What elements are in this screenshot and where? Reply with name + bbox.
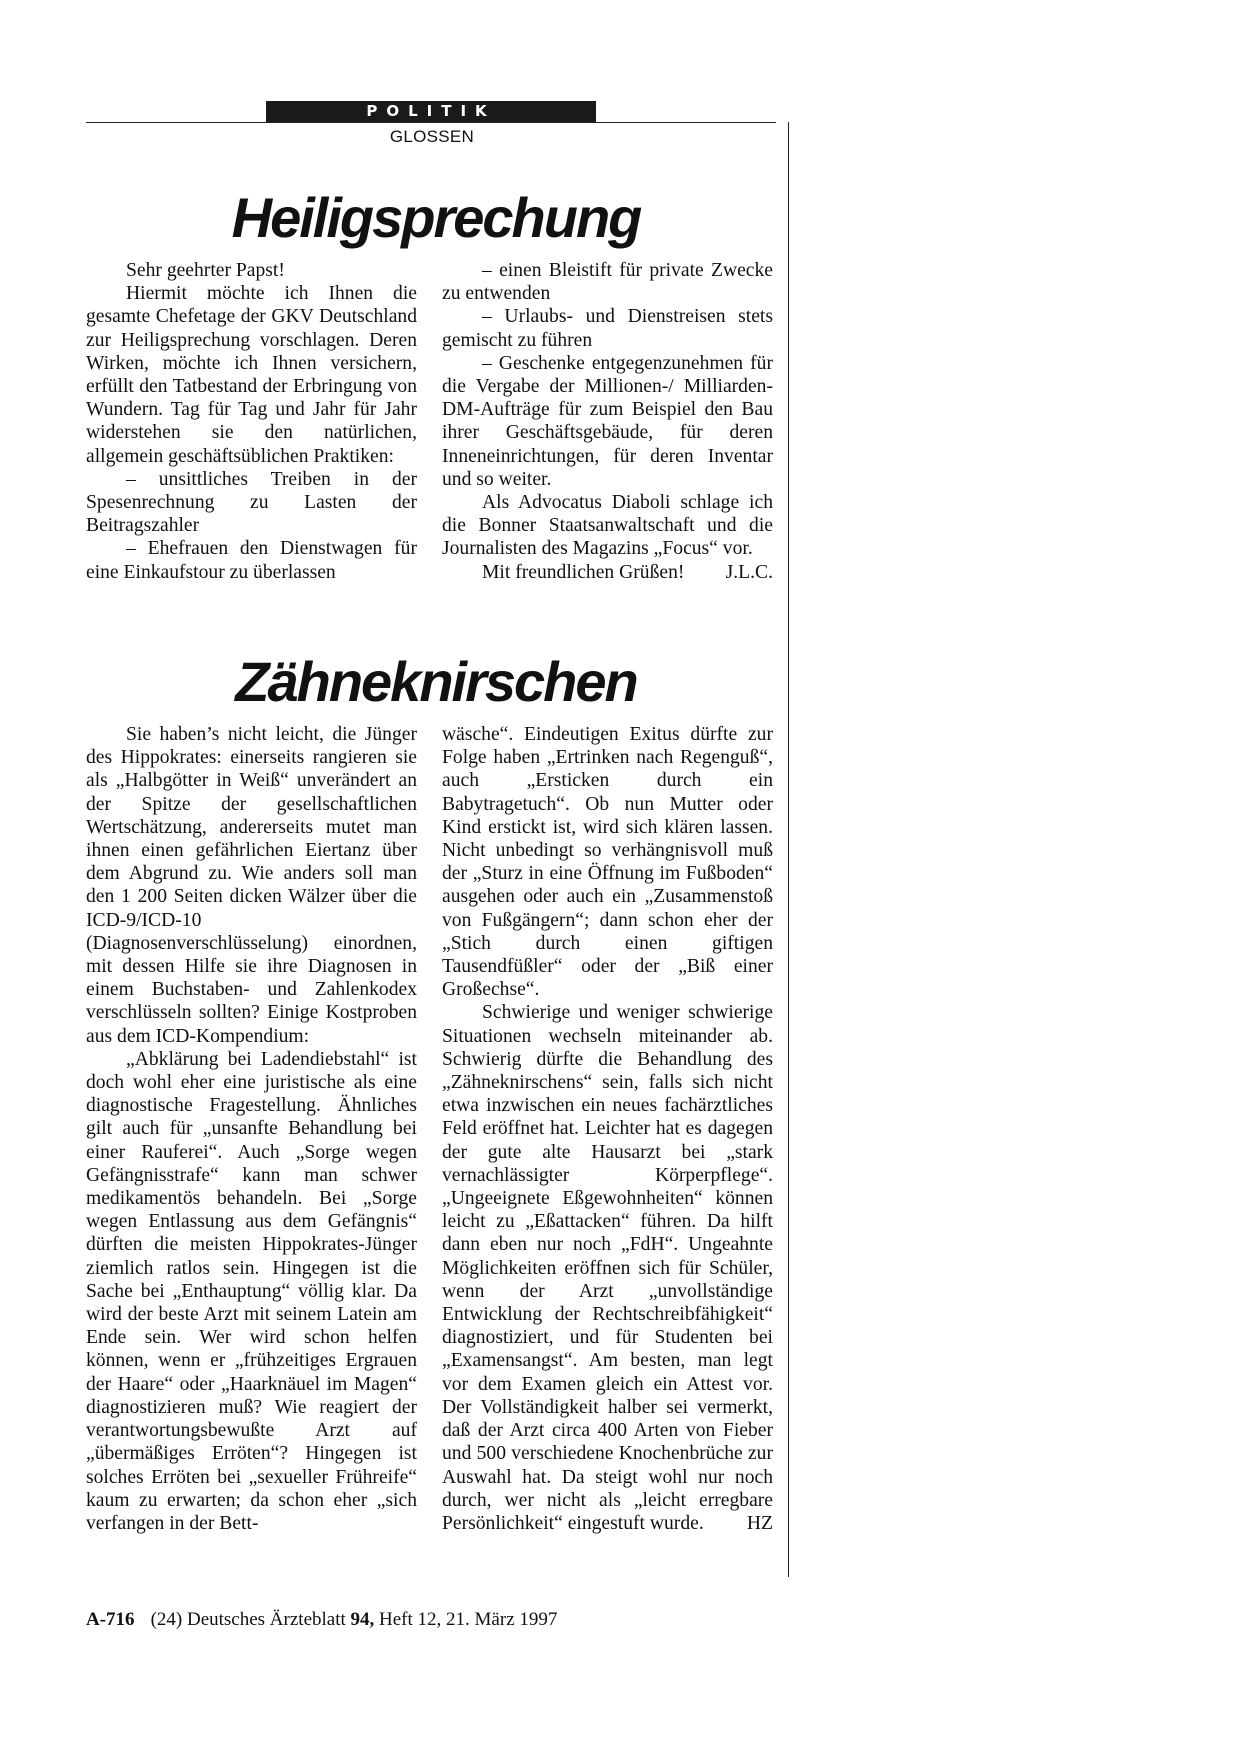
- salutation: Sehr geehrter Papst!: [126, 260, 285, 281]
- article-column: [442, 259, 773, 584]
- paragraph-with-signature: [442, 1001, 773, 1535]
- page-number: A-716: [86, 1609, 135, 1630]
- article-title: Zähneknirschen: [235, 650, 637, 713]
- paragraph: „Abklärung bei Ladendiebstahl“ ist doch wohl eher eine juristische als eine diagnostische Fragestellung. Ähnliches gilt auch für „unsanfte Behandlung bei einer Rauferei“. Auch „Sorge wegen Gefängnisstrafe“ kann man schwer medikamentös behandeln. Bei „Sorge wegen Entlassung aus dem Gefängnis“ dürften die meisten Hippokrates-Jünger ziemlich ratlos sein. Hingegen ist die Sache bei „Enthauptung“ völlig klar. Da wird der beste Arzt mit seinem Latein am Ende sein. Wer wird schon helfen können, wenn er „frühzeitiges Ergrauen der Haare“ oder „Haarknäuel im Magen“ diagnostizieren muß? Wie reagiert der verantwortungsbewußte Arzt auf „übermäßiges Erröten“? Hingegen ist solches Erröten bei „sexueller Frühreife“ kaum zu erwarten; da schon eher „sich verfangen in der Bett-: [86, 1048, 417, 1534]
- header-rule: [86, 122, 776, 123]
- article-title: Heiligsprechung: [231, 186, 641, 249]
- paragraph: Hiermit möchte ich Ihnen die gesamte Chefetage der GKV Deutschland zur Heiligsprechung vorschlagen. Deren Wirken, möchte ich Ihnen versichern, erfüllt den Tatbestand der Erbringung von Wundern. Tag für Tag und Jahr für Jahr widerstehen sie den natürlichen, allgemein geschäftsüblichen Praktiken:: [86, 283, 417, 467]
- author-signature: HZ: [746, 1512, 773, 1534]
- citation-start: (24) Deutsches Ärzteblatt: [150, 1609, 346, 1630]
- paragraph: Schwierige und weniger schwierige Situationen wechseln miteinander ab. Schwierig dürfte die Behandlung des „Zähneknirschens“ sein, falls sich nicht etwa inzwischen ein neues fachärztliches Feld eröffnet hat. Leichter hat es dagegen der gute alte Hausarzt bei „stark vernachlässigter Körperpflege“. „Ungeeignete Eßgewohnheiten“ können leicht zu „Eßattacken“ führen. Da hilft dann eben nur noch „FdH“. Ungeahnte Möglichkeiten eröffnen sich für Schüler, wenn der Arzt „unvollständige Entwicklung der Rechtschreibfähigkeit“ diagnostiziert, und für Studenten bei „Examensangst“. Am besten, man legt vor dem Examen gleich ein Attest vor. Der Vollständigkeit halber sei vermerkt, daß der Arzt circa 400 Arten von Fieber und 500 verschiedene Knochenbrüche zur Auswahl hat. Da steigt wohl nur noch durch, wer nicht als „leicht erregbare Persönlichkeit“ eingestuft wurde.: [442, 1002, 773, 1534]
- list-item: – Ehefrauen den Dienstwagen für eine Einkaufstour zu überlassen: [86, 538, 417, 583]
- volume-number: 94,: [350, 1609, 375, 1630]
- column-rule: [788, 122, 789, 1577]
- section-label: POLITIK: [266, 101, 596, 122]
- paragraph: Sie haben’s nicht leicht, die Jünger des Hippokrates: einerseits rangieren sie als „Halbgötter in Weiß“ unverändert an der Spitze der gesellschaftlichen Wertschätzung, andererseits mutet man ihnen einen gefährlichen Eiertanz über dem Abgrund zu. Wie anders soll man den 1 200 Seiten dicken Wälzer über die ICD-9/ICD-10 (Diagnosenverschlüsselung) einordnen, mit dessen Hilfe sie ihre Diagnosen in einem Buchstaben- und Zahlenkodex verschlüsseln sollten? Einige Kostproben aus dem ICD-Kompendium:: [86, 724, 417, 1047]
- subsection-label: GLOSSEN: [389, 127, 475, 146]
- article-column: [86, 259, 417, 584]
- list-item: – unsittliches Treiben in der Spesenrechnung zu Lasten der Beitragszahler: [86, 468, 417, 537]
- list-item: – Geschenke entgegenzunehmen für die Vergabe der Millionen-/ Milliarden-DM-Aufträge für zum Beispiel den Bau ihrer Geschäftsgebäude, für deren Inneneinrichtungen, für deren Inventar und so weiter.: [442, 352, 773, 490]
- paragraph: Als Advocatus Diaboli schlage ich die Bonner Staatsanwaltschaft und die Journalisten des Magazins „Focus“ vor.: [442, 492, 773, 560]
- author-signature: J.L.C.: [725, 561, 773, 583]
- article-column: [442, 723, 773, 1535]
- paragraph: wäsche“. Eindeutigen Exitus dürfte zur Folge haben „Ertrinken nach Regenguß“, auch „Ersticken durch ein Babytragetuch“. Ob nun Mutter oder Kind erstickt ist, wird sich klären lassen. Nicht unbedingt so verhängnisvoll muß der „Sturz in eine Öffnung im Fußboden“ ausgehen oder auch ein „Zusammenstoß von Fußgängern“; dann schon eher der „Stich durch einen giftigen Tausendfüßler“ oder der „Biß einer Großechse“.: [442, 724, 773, 1001]
- list-item: – Urlaubs- und Dienstreisen stets gemischt zu führen: [442, 306, 773, 351]
- citation-end: Heft 12, 21. März 1997: [379, 1609, 558, 1630]
- page-footer: [86, 1609, 557, 1631]
- list-item: – einen Bleistift für private Zwecke zu entwenden: [442, 260, 773, 305]
- article-column: [86, 723, 417, 1535]
- closing-line: [442, 561, 773, 584]
- closing: Mit freundlichen Grüßen!: [482, 561, 685, 583]
